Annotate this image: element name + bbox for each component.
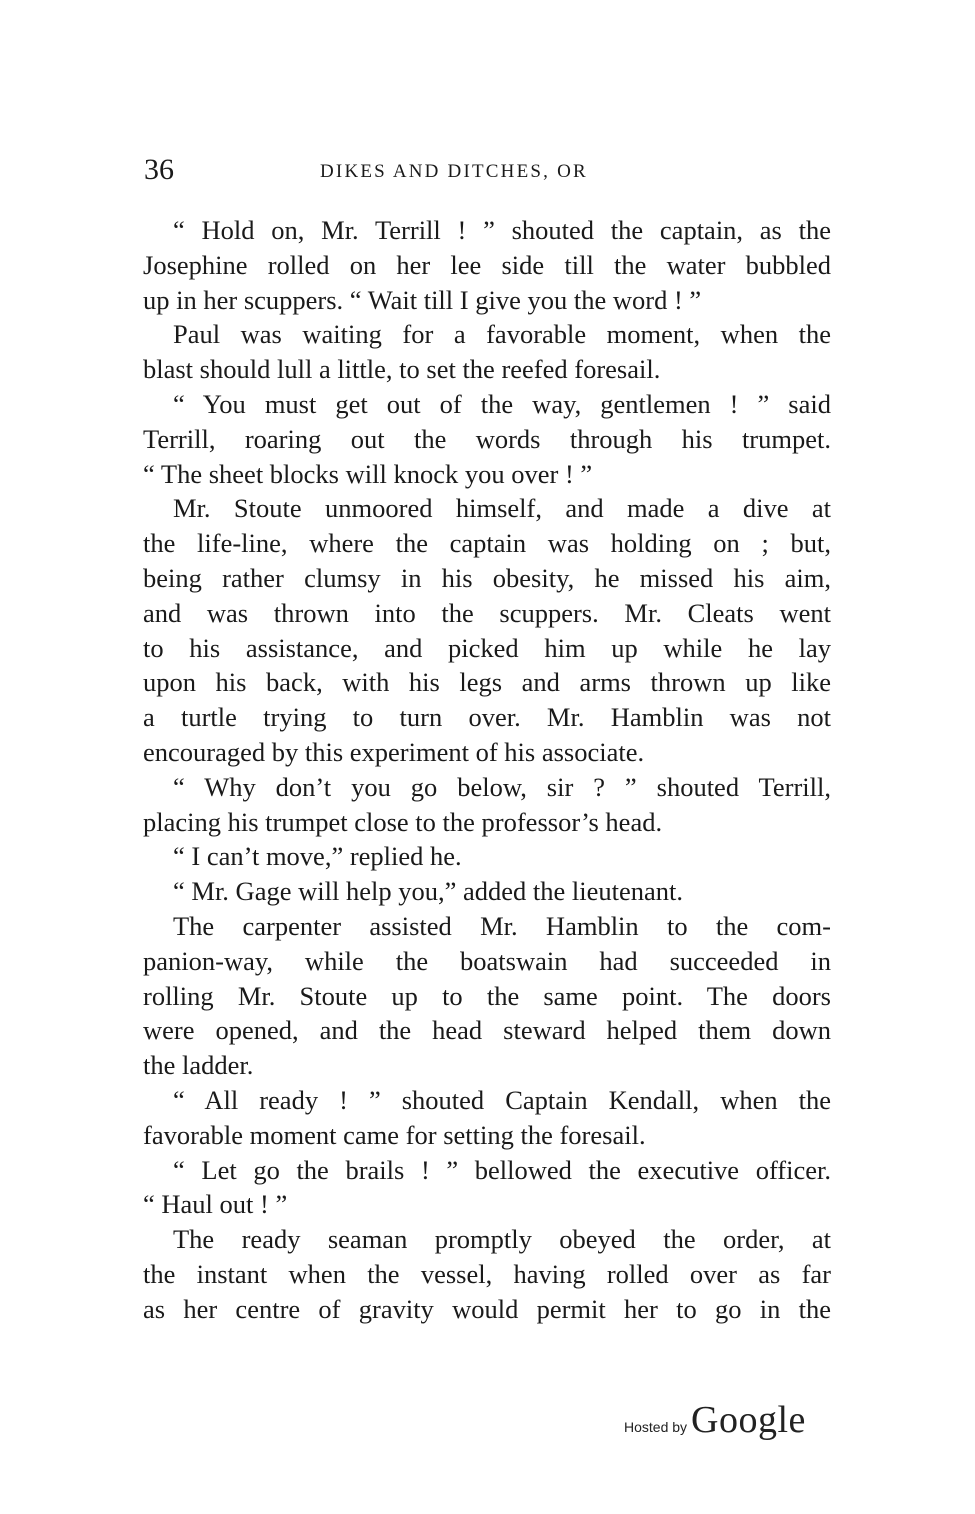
text-line: “ Let go the brails ! ” bellowed the executive officer. [173,1154,831,1185]
text-line: upon his back, with his legs and arms thrown up like [143,667,831,698]
text-line: “ Mr. Gage will help you,” added the lieutenant. [173,876,683,907]
text-line: as her centre of gravity would permit her to go in the [143,1293,831,1324]
text-line: panion-way, while the boatswain had succeeded in [143,945,831,976]
text-line: a turtle trying to turn over. Mr. Hamblin was not [143,702,831,733]
text-line: The carpenter assisted Mr. Hamblin to the com- [173,910,831,941]
text-line: the life-line, where the captain was holding on ; but, [143,528,831,559]
text-line: “ Haul out ! ” [143,1189,288,1220]
text-line: placing his trumpet close to the professor’s head. [143,806,663,837]
text-line: blast should lull a little, to set the reefed foresail. [143,354,661,385]
running-title: DIKES AND DITCHES, OR [320,161,588,182]
text-line: the instant when the vessel, having rolled over as far [143,1258,831,1289]
hosted-by-label: Hosted by [624,1419,688,1435]
text-line: favorable moment came for setting the foresail. [143,1119,646,1150]
page-number: 36 [144,153,174,186]
text-line: “ You must get out of the way, gentlemen ! ” said [173,388,831,419]
google-logo: Google [691,1399,806,1441]
text-line: The ready seaman promptly obeyed the order, at [173,1224,831,1255]
text-line: being rather clumsy in his obesity, he missed his aim, [143,562,831,593]
text-line: “ All ready ! ” shouted Captain Kendall, when the [173,1084,831,1115]
text-line: were opened, and the head steward helped them down [143,1015,831,1046]
page-body [143,213,831,1327]
text-line: encouraged by this experiment of his associate. [143,736,645,767]
text-line: “ I can’t move,” replied he. [173,841,462,872]
text-line: Mr. Stoute unmoored himself, and made a dive at [173,493,831,524]
text-line: rolling Mr. Stoute up to the same point. The doors [143,980,831,1011]
text-line: Terrill, roaring out the words through his trumpet. [143,423,831,454]
text-line: the ladder. [143,1050,254,1081]
text-line: Paul was waiting for a favorable moment, when the [173,319,831,350]
text-line: up in her scuppers. “ Wait till I give you the word ! ” [143,284,702,315]
hosted-by-google-watermark [624,1398,806,1448]
text-line: and was thrown into the scuppers. Mr. Cleats went [143,597,831,628]
text-line: Josephine rolled on her lee side till the water bubbled [143,249,831,280]
text-line: “ The sheet blocks will knock you over ! ” [143,458,593,489]
text-line: “ Why don’t you go below, sir ? ” shouted Terrill, [173,771,831,802]
text-line: “ Hold on, Mr. Terrill ! ” shouted the captain, as the [173,215,831,245]
text-line: to his assistance, and picked him up while he lay [143,632,831,663]
